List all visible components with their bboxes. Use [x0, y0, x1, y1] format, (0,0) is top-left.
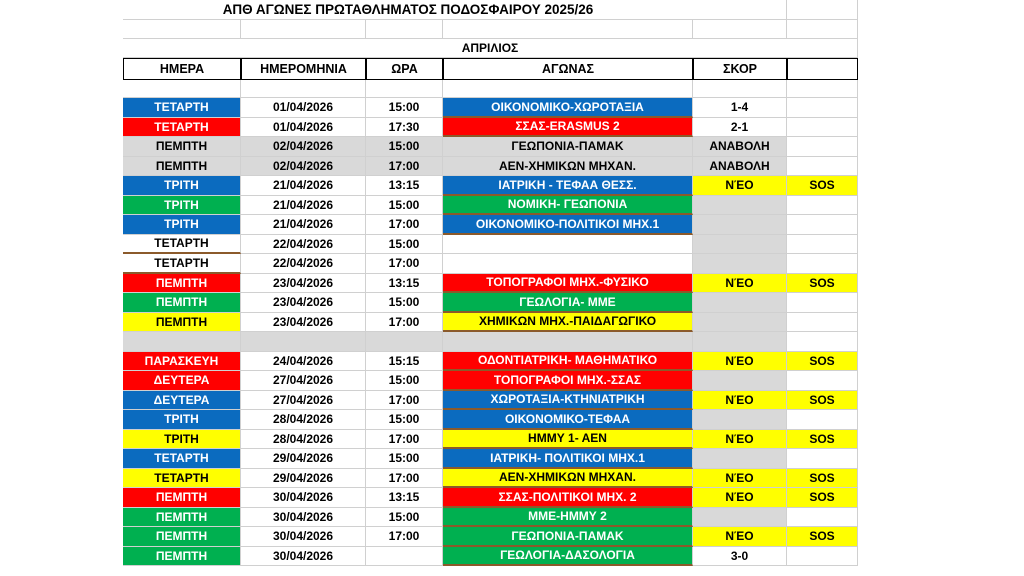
date-cell: 27/04/2026: [241, 371, 366, 391]
day-cell: ΠΕΜΠΤΗ: [123, 547, 241, 567]
match-cell: ΟΙΚΟΝΟΜΙΚΟ-ΠΟΛΙΤΙΚΟΙ ΜΗΧ.1: [443, 215, 693, 235]
score-cell: ΝΈΟ: [693, 391, 787, 411]
time-cell: 17:00: [366, 157, 443, 177]
date-cell: 29/04/2026: [241, 469, 366, 489]
blank-cell: [443, 20, 693, 39]
date-cell: 23/04/2026: [241, 313, 366, 333]
time-cell: 15:00: [366, 196, 443, 216]
note-cell: [787, 293, 858, 313]
note-cell: [787, 410, 858, 430]
table-row: [123, 391, 858, 411]
score-cell: [693, 215, 787, 235]
day-cell: ΤΕΤΑΡΤΗ: [123, 98, 241, 118]
table-row: [123, 98, 858, 118]
score-cell: ΝΈΟ: [693, 274, 787, 294]
note-cell: SOS: [787, 274, 858, 294]
blank-cell: [366, 80, 443, 98]
match-cell: ΓΕΩΠΟΝΙΑ-ΠΑΜΑΚ: [443, 137, 693, 157]
table-row: [123, 469, 858, 489]
time-cell: [366, 332, 443, 352]
blank-cell: [693, 20, 787, 39]
table-row: [123, 176, 858, 196]
day-cell: ΠΕΜΠΤΗ: [123, 527, 241, 547]
score-cell: [693, 449, 787, 469]
score-cell: [693, 371, 787, 391]
table-row: [123, 274, 858, 294]
match-cell: ΧΩΡΟΤΑΞΙΑ-ΚΤΗΝΙΑΤΡΙΚΗ: [443, 391, 693, 411]
note-cell: [787, 449, 858, 469]
note-cell: SOS: [787, 391, 858, 411]
day-cell: ΠΕΜΠΤΗ: [123, 293, 241, 313]
blank-cell: [366, 20, 443, 39]
match-cell: ΝΟΜΙΚΗ- ΓΕΩΠΟΝΙΑ: [443, 196, 693, 216]
fixture-sheet: [123, 0, 858, 576]
note-cell: SOS: [787, 469, 858, 489]
match-cell: ΟΔΟΝΤΙΑΤΡΙΚΗ- ΜΑΘΗΜΑΤΙΚΟ: [443, 352, 693, 372]
day-cell: ΤΕΤΑΡΤΗ: [123, 449, 241, 469]
score-cell: [693, 332, 787, 352]
day-cell: ΤΡΙΤΗ: [123, 176, 241, 196]
table-row: [123, 508, 858, 528]
header-score: ΣΚΟΡ: [693, 58, 787, 80]
table-row: [123, 313, 858, 333]
time-cell: 13:15: [366, 176, 443, 196]
time-cell: 17:00: [366, 430, 443, 450]
match-cell: ΙΑΤΡΙΚΗ- ΠΟΛΙΤΙΚΟΙ ΜΗΧ.1: [443, 449, 693, 469]
match-cell: ΙΑΤΡΙΚΗ - ΤΕΦΑΑ ΘΕΣΣ.: [443, 176, 693, 196]
date-cell: [241, 332, 366, 352]
header-date: ΗΜΕΡΟΜΗΝΙΑ: [241, 58, 366, 80]
table-row: [123, 137, 858, 157]
month-row: [123, 39, 858, 58]
title-spacer-1: [693, 0, 787, 20]
note-cell: SOS: [787, 352, 858, 372]
table-row: [123, 488, 858, 508]
date-cell: 02/04/2026: [241, 137, 366, 157]
day-cell: [123, 332, 241, 352]
match-cell: ΣΣΑΣ-ΠΟΛΙΤΙΚΟΙ ΜΗΧ. 2: [443, 488, 693, 508]
match-cell: ΣΣΑΣ-ERASMUS 2: [443, 118, 693, 138]
score-cell: [693, 508, 787, 528]
table-row: [123, 332, 858, 352]
day-cell: ΤΡΙΤΗ: [123, 196, 241, 216]
day-cell: ΠΑΡΑΣΚΕΥΗ: [123, 352, 241, 372]
match-cell: ΗΜΜΥ 1- ΑΕΝ: [443, 430, 693, 450]
match-cell: ΤΟΠΟΓΡΑΦΟΙ ΜΗΧ.-ΦΥΣΙΚΟ: [443, 274, 693, 294]
note-cell: [787, 235, 858, 255]
time-cell: 17:00: [366, 527, 443, 547]
header-time: ΩΡΑ: [366, 58, 443, 80]
note-cell: [787, 118, 858, 138]
day-cell: ΤΕΤΑΡΤΗ: [123, 235, 241, 255]
blank-cell: [241, 80, 366, 98]
date-cell: 27/04/2026: [241, 391, 366, 411]
note-cell: [787, 254, 858, 274]
date-cell: 28/04/2026: [241, 430, 366, 450]
header-match: ΑΓΩΝΑΣ: [443, 58, 693, 80]
day-cell: ΠΕΜΠΤΗ: [123, 508, 241, 528]
score-cell: ΝΈΟ: [693, 488, 787, 508]
score-cell: ΝΈΟ: [693, 176, 787, 196]
blank-cell: [123, 20, 241, 39]
note-cell: [787, 313, 858, 333]
day-cell: ΤΕΤΑΡΤΗ: [123, 254, 241, 274]
note-cell: [787, 98, 858, 118]
match-cell: ΤΟΠΟΓΡΑΦΟΙ ΜΗΧ.-ΣΣΑΣ: [443, 371, 693, 391]
header-day: ΗΜΕΡΑ: [123, 58, 241, 80]
title-spacer-2: [787, 0, 858, 20]
date-cell: 02/04/2026: [241, 157, 366, 177]
match-cell: ΓΕΩΛΟΓΙΑ-ΔΑΣΟΛΟΓΙΑ: [443, 547, 693, 567]
date-cell: 21/04/2026: [241, 196, 366, 216]
match-cell: ΧΗΜΙΚΩΝ ΜΗΧ.-ΠΑΙΔΑΓΩΓΙΚΟ: [443, 313, 693, 333]
time-cell: 15:00: [366, 410, 443, 430]
note-cell: SOS: [787, 488, 858, 508]
match-cell: ΓΕΩΠΟΝΙΑ-ΠΑΜΑΚ: [443, 527, 693, 547]
date-cell: 30/04/2026: [241, 547, 366, 567]
score-cell: ΑΝΑΒΟΛΗ: [693, 157, 787, 177]
match-cell: ΑΕΝ-ΧΗΜΙΚΩΝ ΜΗΧΑΝ.: [443, 157, 693, 177]
day-cell: ΠΕΜΠΤΗ: [123, 488, 241, 508]
note-cell: SOS: [787, 430, 858, 450]
match-cell: ΓΕΩΛΟΓΙΑ- ΜΜΕ: [443, 293, 693, 313]
score-cell: ΝΈΟ: [693, 352, 787, 372]
date-cell: 21/04/2026: [241, 176, 366, 196]
month-label: ΑΠΡΙΛΙΟΣ: [123, 39, 858, 58]
date-cell: 22/04/2026: [241, 254, 366, 274]
sheet-title: ΑΠΘ ΑΓΩΝΕΣ ΠΡΩΤΑΘΛΗΜΑΤΟΣ ΠΟΔΟΣΦΑΙΡΟΥ 2025/26: [123, 0, 693, 20]
time-cell: 15:00: [366, 449, 443, 469]
date-cell: 28/04/2026: [241, 410, 366, 430]
date-cell: 23/04/2026: [241, 293, 366, 313]
time-cell: 15:00: [366, 235, 443, 255]
table-row: [123, 352, 858, 372]
score-cell: [693, 410, 787, 430]
time-cell: 15:00: [366, 137, 443, 157]
table-row: [123, 527, 858, 547]
table-row: [123, 293, 858, 313]
title-row: [123, 0, 858, 20]
table-row: [123, 371, 858, 391]
score-cell: ΝΈΟ: [693, 430, 787, 450]
time-cell: 17:00: [366, 313, 443, 333]
table-row: [123, 254, 858, 274]
time-cell: 15:00: [366, 508, 443, 528]
day-cell: ΤΡΙΤΗ: [123, 215, 241, 235]
date-cell: 30/04/2026: [241, 527, 366, 547]
date-cell: 30/04/2026: [241, 508, 366, 528]
table-row: [123, 449, 858, 469]
time-cell: 15:15: [366, 352, 443, 372]
table-row: [123, 157, 858, 177]
time-cell: 17:30: [366, 118, 443, 138]
day-cell: ΠΕΜΠΤΗ: [123, 274, 241, 294]
day-cell: ΠΕΜΠΤΗ: [123, 137, 241, 157]
time-cell: 17:00: [366, 391, 443, 411]
header-row: [123, 58, 858, 80]
note-cell: [787, 137, 858, 157]
note-cell: [787, 157, 858, 177]
date-cell: 21/04/2026: [241, 215, 366, 235]
score-cell: [693, 196, 787, 216]
date-cell: 01/04/2026: [241, 98, 366, 118]
match-cell: ΟΙΚΟΝΟΜΙΚΟ-ΧΩΡΟΤΑΞΙΑ: [443, 98, 693, 118]
match-cell: ΟΙΚΟΝΟΜΙΚΟ-ΤΕΦΑΑ: [443, 410, 693, 430]
date-cell: 30/04/2026: [241, 488, 366, 508]
note-cell: [787, 371, 858, 391]
time-cell: 17:00: [366, 469, 443, 489]
day-cell: ΤΕΤΑΡΤΗ: [123, 469, 241, 489]
score-cell: [693, 313, 787, 333]
time-cell: 15:00: [366, 293, 443, 313]
blank-cell: [693, 80, 787, 98]
day-cell: ΤΕΤΑΡΤΗ: [123, 118, 241, 138]
table-row: [123, 215, 858, 235]
date-cell: 01/04/2026: [241, 118, 366, 138]
score-cell: [693, 235, 787, 255]
match-cell: ΑΕΝ-ΧΗΜΙΚΩΝ ΜΗΧΑΝ.: [443, 469, 693, 489]
blank-row: [123, 80, 858, 98]
blank-cell: [443, 80, 693, 98]
note-cell: [787, 547, 858, 567]
day-cell: ΠΕΜΠΤΗ: [123, 313, 241, 333]
blank-cell: [787, 80, 858, 98]
match-cell: [443, 235, 693, 255]
score-cell: 1-4: [693, 98, 787, 118]
table-row: [123, 196, 858, 216]
match-cell: ΜΜΕ-ΗΜΜΥ 2: [443, 508, 693, 528]
day-cell: ΠΕΜΠΤΗ: [123, 157, 241, 177]
table-row: [123, 410, 858, 430]
time-cell: 13:15: [366, 488, 443, 508]
note-cell: SOS: [787, 527, 858, 547]
date-cell: 23/04/2026: [241, 274, 366, 294]
day-cell: ΤΡΙΤΗ: [123, 430, 241, 450]
table-row: [123, 235, 858, 255]
score-cell: [693, 293, 787, 313]
score-cell: ΝΈΟ: [693, 527, 787, 547]
date-cell: 22/04/2026: [241, 235, 366, 255]
note-cell: [787, 332, 858, 352]
match-cell: [443, 254, 693, 274]
score-cell: ΑΝΑΒΟΛΗ: [693, 137, 787, 157]
blank-cell: [241, 20, 366, 39]
date-cell: 24/04/2026: [241, 352, 366, 372]
day-cell: ΔΕΥΤΕΡΑ: [123, 391, 241, 411]
time-cell: 17:00: [366, 215, 443, 235]
blank-cell: [123, 80, 241, 98]
time-cell: 13:15: [366, 274, 443, 294]
score-cell: ΝΈΟ: [693, 469, 787, 489]
date-cell: 29/04/2026: [241, 449, 366, 469]
score-cell: [693, 254, 787, 274]
day-cell: ΤΡΙΤΗ: [123, 410, 241, 430]
blank-row: [123, 20, 858, 39]
time-cell: 15:00: [366, 98, 443, 118]
blank-cell: [787, 20, 858, 39]
score-cell: 2-1: [693, 118, 787, 138]
note-cell: [787, 215, 858, 235]
note-cell: [787, 508, 858, 528]
note-cell: SOS: [787, 176, 858, 196]
day-cell: ΔΕΥΤΕΡΑ: [123, 371, 241, 391]
header-note: [787, 58, 858, 80]
table-row: [123, 547, 858, 567]
time-cell: [366, 547, 443, 567]
time-cell: 17:00: [366, 254, 443, 274]
time-cell: 15:00: [366, 371, 443, 391]
table-row: [123, 118, 858, 138]
match-cell: [443, 332, 693, 352]
score-cell: 3-0: [693, 547, 787, 567]
note-cell: [787, 196, 858, 216]
table-row: [123, 430, 858, 450]
